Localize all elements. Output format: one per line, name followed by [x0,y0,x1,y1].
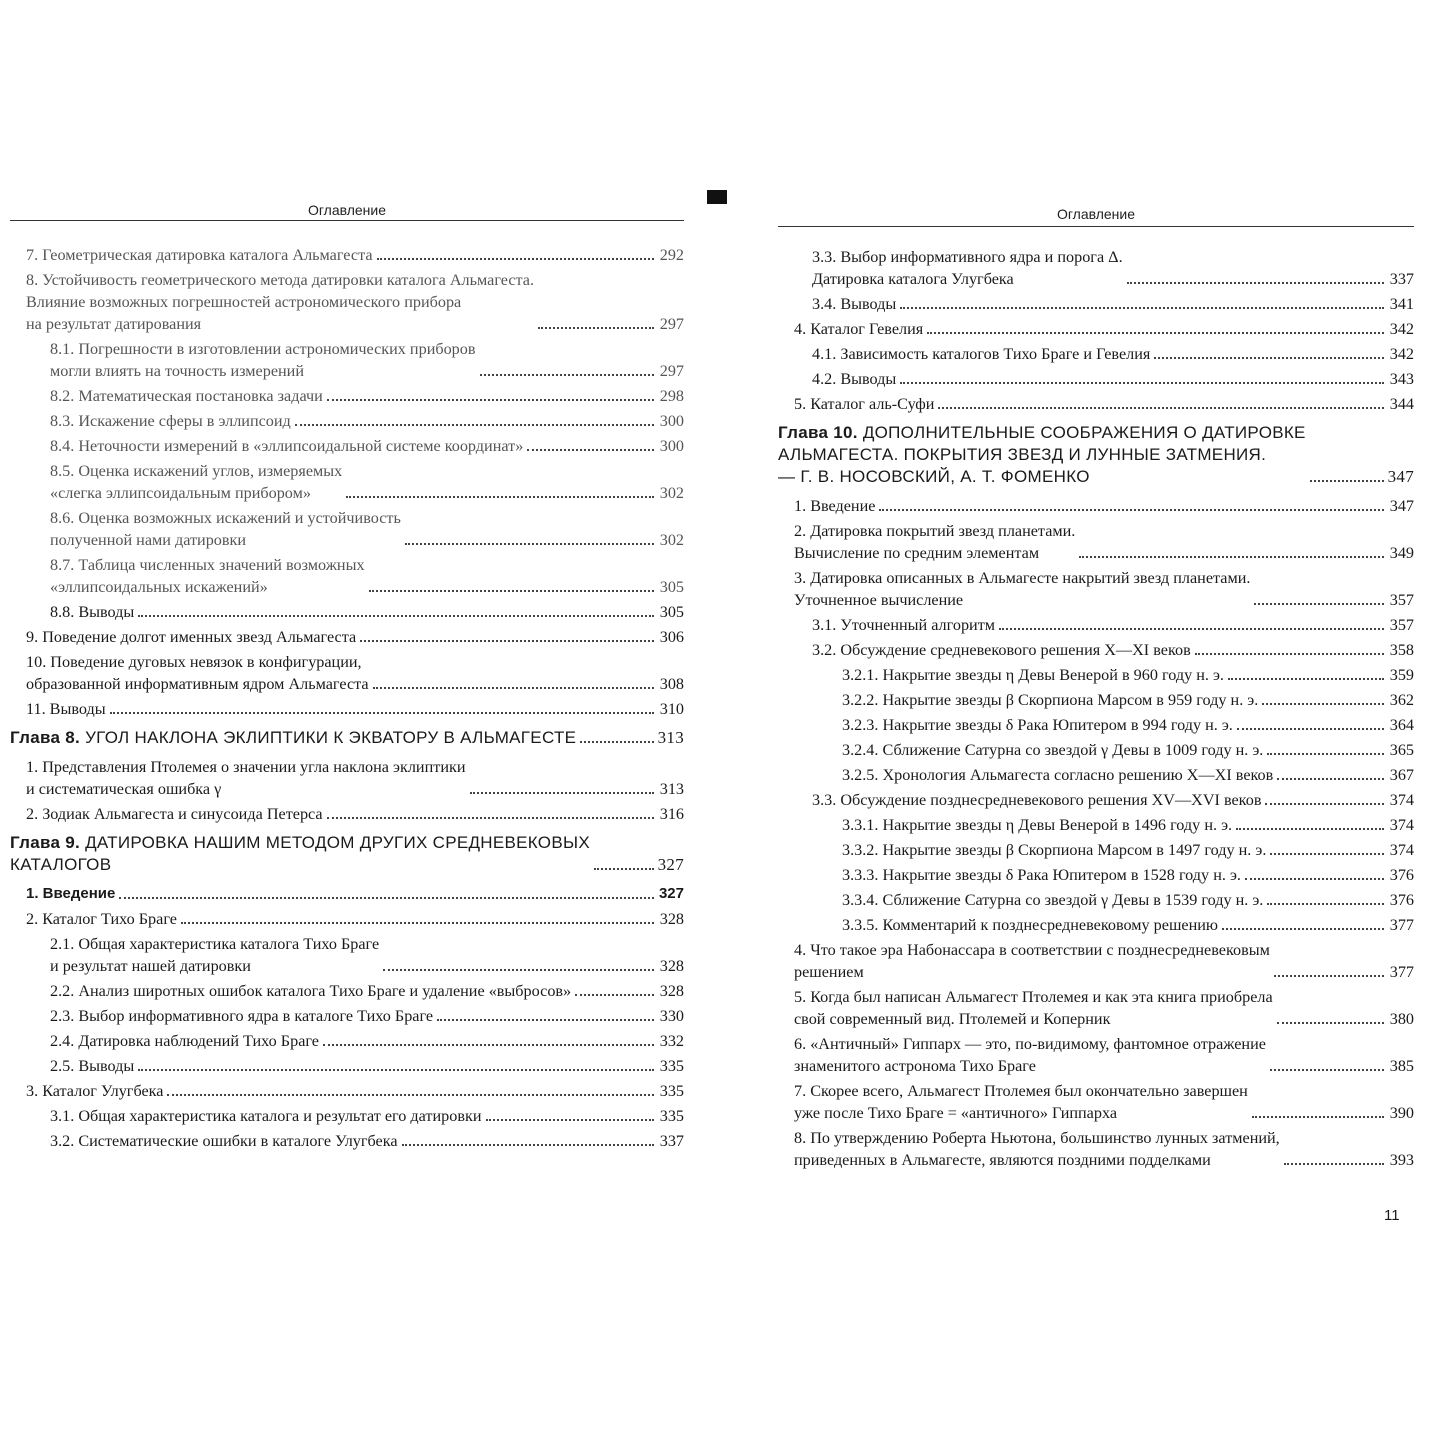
running-head: Оглавление [307,202,387,218]
toc-entry-title: 11. Выводы [26,700,106,718]
toc-page-number: 305 [659,578,684,596]
toc-page-number: 341 [1389,295,1414,313]
dot-leader [1254,602,1384,605]
toc-entry-title: 3.4. Выводы [812,295,897,313]
dot-leader [879,508,1384,511]
dot-leader [1277,777,1384,780]
dot-leader [1267,752,1384,755]
dot-leader [1284,1162,1384,1165]
toc-page-number: 300 [659,412,684,430]
toc-page-number: 380 [1389,1010,1414,1028]
toc-page-number: 327 [658,885,684,902]
toc-entry-title: 5. Каталог аль-Суфи [794,395,935,413]
toc-entry-title: 4. Каталог Гевелия [794,320,924,338]
dot-leader [900,381,1384,384]
dot-leader [575,993,654,996]
dot-leader [927,331,1384,334]
toc-entry [10,908,684,930]
toc-entry-title: 8.4. Неточности измерений в «эллипсоидальной системе координат» [50,437,524,455]
toc-entry-title: 2.3. Выбор информативного ядра в каталоге Тихо Браге [50,1007,434,1025]
toc-entry-title: 7. Геометрическая датировка каталога Альмагеста [26,246,373,264]
toc-page-number: 347 [1389,497,1414,515]
toc-page-number: 342 [1389,320,1414,338]
toc-entry-title: 8. Устойчивость геометрического метода датировки каталога Альмагеста. Влияние возможных погрешностей астрономического прибора на результат датирования [26,271,535,333]
dot-leader [527,448,654,451]
toc-entry-title: 6. «Античный» Гиппарх — это, по-видимому, фантомное отражение знаменитого астронома Тихо Браге [794,1035,1266,1075]
toc-entry-title: 2.2. Анализ широтных ошибок каталога Тихо Браге и удаление «выбросов» [50,982,572,1000]
toc-entry [10,756,684,800]
toc-entry [10,385,684,407]
toc-page-number: 302 [659,484,684,502]
dot-leader [402,1143,654,1146]
toc-entry [778,1080,1414,1124]
dot-leader [1310,479,1384,482]
toc-entry [778,864,1414,886]
dot-leader [1236,827,1384,830]
toc-entry-title: 5. Когда был написан Альмагест Птолемея и как эта книга приобрела свой современный вид. Птолемей и Коперник [794,988,1273,1028]
chapter-label: Глава 10. [778,423,858,442]
toc-page-number: 376 [1389,891,1414,909]
gutter-registration-mark [707,190,727,204]
toc-entry [10,1130,684,1152]
toc-entry [10,435,684,457]
toc-entry [778,789,1414,811]
toc-page-number: 337 [1389,270,1414,288]
toc-entry-title: 3.3. Выбор информативного ядра и порога Δ. Датировка каталога Улугбека [812,248,1123,288]
toc-page-number: 316 [659,805,684,823]
toc-page-number: 344 [1389,395,1414,413]
toc-entry-title: 9. Поведение долгот именных звезд Альмагеста [26,628,357,646]
toc-entry [778,839,1414,861]
dot-leader [480,373,654,376]
chapter-label: Глава 8. [10,728,81,747]
toc-entry-title: 3.1. Уточненный алгоритм [812,616,996,634]
dot-leader [1245,877,1384,880]
toc-entry [778,664,1414,686]
dot-leader [1079,555,1384,558]
toc-entry-title: 3.2.4. Сближение Сатурна со звездой γ Девы в 1009 году н. э. [842,741,1264,759]
dot-leader [138,1068,654,1071]
toc-chapter-entry [10,832,684,876]
toc-entry-title: 3.3.4. Сближение Сатурна со звездой γ Девы в 1539 году н. э. [842,891,1264,909]
dot-leader [1222,927,1384,930]
toc-entry [10,626,684,648]
dot-leader [1277,1021,1384,1024]
toc-entry [778,293,1414,315]
toc-entry [10,883,684,905]
chapter-title: УГОЛ НАКЛОНА ЭКЛИПТИКИ К ЭКВАТОРУ В АЛЬМАГЕСТЕ [85,728,577,747]
dot-leader [1265,802,1384,805]
toc-entry [778,939,1414,983]
toc-entry-title: 8.5. Оценка искажений углов, измеряемых «слегка эллипсоидальным прибором» [50,462,343,502]
toc-page-number: 364 [1389,716,1414,734]
toc-entry-title [10,727,576,749]
toc-page-number: 390 [1389,1104,1414,1122]
toc-page-number: 337 [659,1132,684,1150]
toc-entry-title: 2. Датировка покрытий звезд планетами. Вычисление по средним элементам [794,522,1076,562]
toc-page-number: 342 [1389,345,1414,363]
toc-page-number: 332 [659,1032,684,1050]
toc-entry [778,1127,1414,1171]
dot-leader [580,740,653,743]
toc-entry [10,554,684,598]
dot-leader [327,398,654,401]
toc-entry [778,714,1414,736]
dot-leader [167,1093,654,1096]
toc-page-number: 347 [1387,467,1414,486]
dot-leader [1270,852,1384,855]
toc-page-number: 335 [659,1082,684,1100]
toc-entry-title: 8.3. Искажение сферы в эллипсоид [50,412,291,430]
header-rule [778,226,1414,227]
toc-entry [10,651,684,695]
dot-leader [346,495,654,498]
toc-entry-title: 2.5. Выводы [50,1057,135,1075]
toc-page-number: 298 [659,387,684,405]
dot-leader [1274,974,1384,977]
dot-leader [1127,281,1384,284]
toc-entry [778,368,1414,390]
dot-leader [1154,356,1384,359]
toc-page-number: 335 [659,1107,684,1125]
toc-entry-title: 3.2.3. Накрытие звезды δ Рака Юпитером в 994 году н. э. [842,716,1233,734]
toc-entry-title: 3.3.3. Накрытие звезды δ Рака Юпитером в 1528 году н. э. [842,866,1241,884]
toc-entry [10,1030,684,1052]
toc-entry [778,914,1414,936]
toc-page-number: 300 [659,437,684,455]
toc-entry-title: 3.3.2. Накрытие звезды β Скорпиона Марсом в 1497 году н. э. [842,841,1267,859]
toc-entry-title: 3.3.1. Накрытие звезды η Девы Венерой в 1496 году н. э. [842,816,1233,834]
toc-entry [10,269,684,335]
toc-page-number: 327 [657,855,684,874]
toc-entry-title: 3. Каталог Улугбека [26,1082,164,1100]
toc-page-number: 292 [659,246,684,264]
dot-leader [323,1043,654,1046]
toc-entry-title: 3.2. Систематические ошибки в каталоге Улугбека [50,1132,398,1150]
dot-leader [437,1018,654,1021]
toc-entry-title: 2. Каталог Тихо Браге [26,910,177,928]
toc-entry [10,460,684,504]
dot-leader [405,542,654,545]
toc-entry [778,1033,1414,1077]
toc-chapter-entry [10,727,684,749]
dot-leader [1270,1068,1384,1071]
toc-entry-title: 8.2. Математическая постановка задачи [50,387,323,405]
toc-list [778,246,1414,1174]
toc-page-number: 328 [659,982,684,1000]
toc-page-number: 302 [659,531,684,549]
toc-page-number: 349 [1389,544,1414,562]
toc-entry-title: 8. По утверждению Роберта Ньютона, большинство лунных затмений, приведенных в Альмагесте, являются поздними подделками [794,1129,1280,1169]
toc-entry-title: 3.3. Обсуждение позднесредневекового решения XV—XVI веков [812,791,1262,809]
toc-entry [778,739,1414,761]
toc-entry-title: 2. Зодиак Альмагеста и синусоида Петерса [26,805,323,823]
dot-leader [999,627,1384,630]
toc-entry [778,318,1414,340]
page-number: 11 [1384,1207,1400,1224]
toc-entry [10,980,684,1002]
dot-leader [594,867,654,870]
toc-page-number: 367 [1389,766,1414,784]
toc-page-number: 335 [659,1057,684,1075]
dot-leader [377,257,654,260]
toc-entry-title [10,832,590,876]
toc-entry [10,244,684,266]
dot-leader [110,711,654,714]
toc-entry [778,614,1414,636]
dot-leader [486,1118,655,1121]
toc-entry-title: 3.2.1. Накрытие звезды η Девы Венерой в 960 году н. э. [842,666,1224,684]
dot-leader [360,639,654,642]
dot-leader [470,791,654,794]
toc-entry-title: 3.2.5. Хронология Альмагеста согласно решению X—XI веков [842,766,1274,784]
toc-page-number: 328 [659,910,684,928]
dot-leader [1195,652,1384,655]
dot-leader [383,968,654,971]
dot-leader [1252,1115,1384,1118]
toc-page-number: 310 [659,700,684,718]
toc-chapter-entry [778,422,1414,488]
toc-page-number: 374 [1389,841,1414,859]
dot-leader [327,816,654,819]
dot-leader [900,306,1384,309]
toc-entry [10,507,684,551]
toc-entry-title: 4.2. Выводы [812,370,897,388]
toc-page-number: 376 [1389,866,1414,884]
dot-leader [1237,727,1384,730]
toc-entry [10,1005,684,1027]
toc-page-number: 297 [659,362,684,380]
running-head: Оглавление [1056,206,1136,222]
toc-entry-title: 4.1. Зависимость каталогов Тихо Браге и Гевелия [812,345,1151,363]
toc-entry [778,393,1414,415]
dot-leader [369,589,654,592]
toc-entry [778,889,1414,911]
toc-entry-title [778,422,1306,488]
toc-entry-title: 8.8. Выводы [50,603,135,621]
toc-entry-title: 2.4. Датировка наблюдений Тихо Браге [50,1032,319,1050]
toc-entry [778,520,1414,564]
toc-entry [778,986,1414,1030]
toc-entry [10,338,684,382]
toc-entry-title: 2.1. Общая характеристика каталога Тихо Браге и результат нашей датировки [50,935,380,975]
toc-entry-title: 8.7. Таблица численных значений возможных «эллипсоидальных искажений» [50,556,365,596]
toc-page-number: 313 [657,728,684,747]
toc-entry-title: 3.2.2. Накрытие звезды β Скорпиона Марсом в 959 году н. э. [842,691,1259,709]
toc-page-number: 328 [659,957,684,975]
toc-entry [778,343,1414,365]
toc-entry-title: 3.2. Обсуждение средневекового решения X—XI веков [812,641,1191,659]
toc-entry [10,410,684,432]
dot-leader [138,614,654,617]
toc-page-number: 305 [659,603,684,621]
chapter-title: ДАТИРОВКА НАШИМ МЕТОДОМ ДРУГИХ СРЕДНЕВЕКОВЫХ КАТАЛОГОВ [10,833,590,874]
toc-page-number: 374 [1389,816,1414,834]
dot-leader [181,921,654,924]
toc-entry [10,1105,684,1127]
toc-entry [10,601,684,623]
toc-page-number: 358 [1389,641,1414,659]
toc-entry [778,567,1414,611]
toc-entry [10,698,684,720]
toc-entry [778,246,1414,290]
toc-page-number: 343 [1389,370,1414,388]
toc-page-number: 377 [1389,963,1414,981]
dot-leader [938,406,1384,409]
toc-entry-title: 7. Скорее всего, Альмагест Птолемея был окончательно завершен уже после Тихо Браге = «античного» Гиппарха [794,1082,1248,1122]
toc-entry-title: 4. Что такое эра Набонассара в соответствии с позднесредневековым решением [794,941,1270,981]
toc-page-number: 393 [1389,1151,1414,1169]
toc-page-number: 374 [1389,791,1414,809]
dot-leader [1262,702,1384,705]
toc-entry-title: 1. Представления Птолемея о значении угла наклона эклиптики и систематическая ошибка γ [26,758,466,798]
toc-entry [10,933,684,977]
toc-page-number: 357 [1389,591,1414,609]
chapter-title: ДОПОЛНИТЕЛЬНЫЕ СООБРАЖЕНИЯ О ДАТИРОВКЕ АЛЬМАГЕСТА. ПОКРЫТИЯ ЗВЕЗД И ЛУННЫЕ ЗАТМЕНИЯ. — Г. В. НОСОВСКИЙ, А. Т. ФОМЕНКО [778,423,1306,486]
toc-entry [778,639,1414,661]
toc-entry-title: 3.1. Общая характеристика каталога и результат его датировки [50,1107,482,1125]
toc-entry [10,1080,684,1102]
toc-entry [778,764,1414,786]
toc-entry-title: 1. Введение [794,497,876,515]
dot-leader [295,423,654,426]
dot-leader [538,326,654,329]
toc-entry [778,689,1414,711]
toc-page-number: 313 [659,780,684,798]
toc-page-number: 306 [659,628,684,646]
dot-leader [1267,902,1384,905]
dot-leader [373,686,654,689]
toc-entry [10,1055,684,1077]
toc-entry-title: 8.6. Оценка возможных искажений и устойчивость полученной нами датировки [50,509,401,549]
toc-page-number: 385 [1389,1057,1414,1075]
toc-page-number: 359 [1389,666,1414,684]
toc-page-number: 308 [659,675,684,693]
toc-entry-title: 3. Датировка описанных в Альмагесте накрытий звезд планетами. Уточненное вычисление [794,569,1251,609]
toc-entry [778,495,1414,517]
toc-entry-title: 8.1. Погрешности в изготовлении астрономических приборов могли влиять на точность измерений [50,340,476,380]
toc-page-number: 377 [1389,916,1414,934]
toc-entry-title: 1. Введение [26,885,116,902]
toc-entry [10,803,684,825]
chapter-label: Глава 9. [10,833,81,852]
toc-page-number: 365 [1389,741,1414,759]
toc-page-number: 362 [1389,691,1414,709]
header-rule [10,220,684,221]
dot-leader [1228,677,1384,680]
toc-entry [778,814,1414,836]
toc-entry-title: 10. Поведение дуговых невязок в конфигурации, образованной информативным ядром Альмагеста [26,653,369,693]
toc-page-number: 297 [659,315,684,333]
toc-list [10,244,684,1155]
toc-page-number: 330 [659,1007,684,1025]
toc-page-number: 357 [1389,616,1414,634]
dot-leader [119,896,654,899]
toc-entry-title: 3.3.5. Комментарий к позднесредневековому решению [842,916,1219,934]
